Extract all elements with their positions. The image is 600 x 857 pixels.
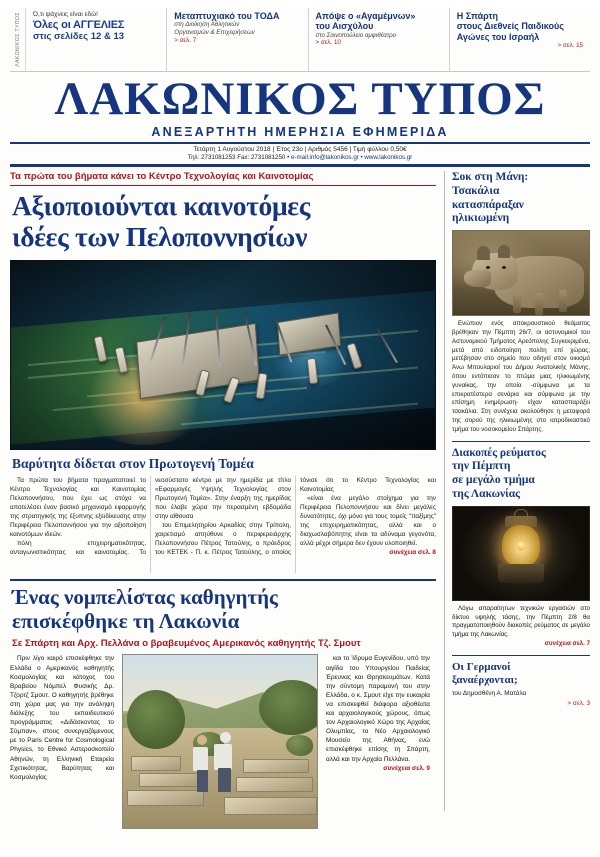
teaser-toda-sub2: Οργανισμών & Επιχειρήσεων	[174, 29, 255, 37]
second-column-1	[10, 654, 114, 829]
second-photo-ruins	[122, 654, 318, 829]
teaser-agamemnon-title-a: Απόψε ο «Αγαμέμνων»	[315, 11, 416, 21]
sidebar-photo-oil-lamp	[452, 506, 590, 601]
lead-paragraph: Τα πρώτα του βήματα πραγματοποιεί το Κέντρο Τεχνολογίας και Καινοτομίας Πελοποννήσου, που έχει ως στόχο να αποτελέσει έναν βασικό μηχανισμό εφαρμογής της στρατηγικής της έξυπνης εξειδίκευσης στην Περιφέρεια Πελοποννήσου για την αξιοποίηση καινοτόμων ιδεών.	[10, 476, 146, 539]
teaser-toda-sub1: στη Διοίκηση Αθλητικών	[174, 21, 240, 29]
teaser-israel-title-c: Αγώνες του Ισραήλ	[456, 31, 540, 42]
second-headline-line1: Ένας νομπελίστας καθηγητής	[12, 584, 278, 609]
teaser-israel-title-b: στους Διεθνείς Παιδικούς	[456, 21, 564, 32]
lead-body-columns	[10, 476, 436, 573]
newspaper-page	[0, 8, 600, 857]
second-continuation-ref[interactable]: συνέχεια σελ. 9	[383, 764, 430, 772]
sidebar-story-2-line3: σε μεγάλο τμήμα	[452, 474, 535, 487]
lead-continuation-ref[interactable]: συνέχεια σελ. 8	[389, 549, 436, 557]
teaser-israel-title-a: Η Σπάρτη	[456, 11, 499, 21]
teaser-israel-games[interactable]	[450, 8, 590, 71]
sidebar-story-2-line1: Διακοπές ρεύματος	[452, 446, 546, 459]
sidebar-caption-text: Λόγω απαραίτητων τεχνικών εργασιών στο δίκτυο υψηλής τάσης, την Πέμπτη 2/8 θα πραγματοποιηθούν διακοπές ρεύματος σε μεγάλο τμήμα της Λακωνίας.	[452, 604, 590, 639]
masthead	[10, 72, 590, 164]
animal-ear	[498, 245, 510, 258]
lead-paragraph: πόλη επιχειρηματικότητας, ανταγωνιστικότητας και καινοτομίας. Το νεοσύστατο κέντρο με την ημερίδα με τίτλο «Εφαρμογές Υψηλής Τεχνολογίας στον Πρωτογενή Τομέα». Στην έναρξη της ημερίδας που έλαβε χώρα την περασμένη εβδομάδα στην αίθουσα	[10, 476, 291, 557]
photo-ruin-stone	[139, 773, 201, 787]
sidebar-story-1-line3: κατασπάραξαν	[452, 198, 524, 211]
photo-person-body	[193, 747, 208, 771]
photo-tree	[127, 690, 185, 749]
sidebar-story-2-ref[interactable]: συνέχεια σελ. 7	[544, 639, 590, 647]
photo-person-legs	[218, 768, 231, 792]
page-title: ΛΑΚΩΝΙΚΟΣ ΤΥΠΟΣ	[54, 73, 546, 125]
sidebar-story-2-line4: της Λακωνίας	[452, 487, 521, 500]
content-grid	[10, 171, 590, 811]
teaser-toda-title: Μεταπτυχιακό του ΤΟΔΑ	[174, 11, 280, 21]
teaser-agamemnon[interactable]	[309, 8, 450, 71]
masthead-rule	[10, 142, 590, 144]
lead-photo-vignette	[11, 261, 435, 449]
photo-ruin-stone	[127, 790, 205, 806]
photo-ruin-stone	[131, 756, 181, 772]
photo-bush	[286, 735, 313, 756]
second-column-2	[326, 654, 430, 829]
top-teaser-strip	[10, 8, 590, 72]
lead-headline	[12, 191, 436, 253]
sidebar-story-2-headline	[452, 447, 590, 502]
teaser-classifieds-line2: Όλες οι ΑΓΓΕΛΙΕΣ	[33, 19, 125, 32]
sidebar-story-2-line2: την Πέμπτη	[452, 460, 511, 473]
teaser-toda[interactable]	[167, 8, 308, 71]
teaser-agamemnon-title-b: του Αισχύλου	[315, 21, 374, 32]
sidebar-story-1-line1: Σοκ στη Μάνη:	[452, 171, 529, 183]
teaser-agamemnon-sub1: στο Σαινοπούλειο αμφιθέατρο	[315, 31, 397, 39]
photo-person-legs	[197, 770, 208, 792]
animal-eye	[502, 266, 506, 269]
second-paragraph: Πριν λίγο καιρό επισκέφθηκε την Ελλάδα ο Αμερικανός καθηγητής Κοσμολογίας και κάτοχος του Βραβείου Νόμπελ Φυσικής Δρ. Τζορτζ Σμουτ. Ο καθηγητής βρέθηκε στη χώρα μας για την ανάληψη διάλεξης του εκπαιδευτικού προγράμματος «Διδάσκοντας το Σύμπαν», στους συνεργαζόμενους με το Paris Centre for Cosmological Physics, το Εθνικό Αστεροσκοπείο Αθηνών, τη Ελληνική Εταιρεία Σχετικότητας, Βαρύτητας και Κοσμολογίας	[10, 655, 114, 781]
second-article-body	[10, 654, 436, 829]
masthead-phone: Τηλ: 2731081253 Fax: 2731081250 •	[187, 154, 290, 161]
sidebar-story-1-line2: Τσακάλια	[452, 184, 500, 197]
spine-label	[10, 8, 26, 71]
section-separator	[10, 579, 436, 581]
teaser-toda-ref[interactable]: > σελ. 7	[174, 36, 197, 44]
teaser-classifieds-line1: Ό,τι ψάχνεις είναι εδώ!	[33, 11, 98, 18]
photo-ruin-stone	[236, 777, 314, 793]
masthead-subtitle: ΑΝΕΞΑΡΤΗΤΗ ΗΜΕΡΗΣΙΑ ΕΦΗΜΕΡΙΔΑ	[151, 125, 449, 139]
photo-ruin-stone	[243, 759, 309, 773]
teaser-israel-ref[interactable]: > σελ. 15	[557, 42, 583, 50]
masthead-issue-line: Τετάρτη 1 Αυγούστου 2018 | Έτος 23ο | Αριθμός 5456 | Τιμή φύλλου 0,50€	[193, 146, 407, 153]
photo-person-head	[220, 732, 231, 743]
sidebar-story-3-line1: Οι Γερμανοί	[452, 660, 511, 673]
second-subheadline: Σε Σπάρτη και Αρχ. Πελλάνα ο βραβευμένος Αμερικανός καθηγητής Τζ. Σμουτ	[12, 638, 361, 650]
sidebar-story-1-headline	[452, 171, 590, 226]
lead-photo-circuit-board	[10, 260, 436, 450]
lead-headline-line1: Αξιοποιούνται καινοτόμες	[12, 190, 311, 221]
sidebar-caption-text: Ενώπιον ενός αποκρουστικού θεάματος βρέθηκαν την Πέμπτη 26/7, οι αστυνομικοί του Αστυνομικού Τμήματος Αρεόπολης Συγκεκριμένα, μετά από ειδοποίηση πολίτη επί χώρας, μετέβησαν στο σημείο που οδηγεί στον οικισμό Άνω Μπουλαριοί του Δήμου Ανατολικής Μάνης, όπου εντόπισαν το πτώμα μιας ηλικιωμένης γυναίκας, την οποία -σύμφωνα με τα επικρατέστερα σενάρια και σύμφωνα με την επίσημη ενημέρωση- είχαν κατασπαράξει τσακάλια. Στη συνέχεια ακολούθησε η μεταφορά της σορού της ηλικιωμένης στο ιατροδικαστικό τμήμα του νοσοκομείου Σπάρτης.	[452, 320, 590, 433]
animal-ear	[477, 246, 489, 259]
sidebar-story-1-caption	[452, 320, 590, 434]
photo-person-head	[197, 735, 207, 745]
sidebar-photo-jackal	[452, 230, 590, 316]
sidebar-story-3-headline	[452, 661, 590, 687]
lead-headline-line2: ιδέες των Πελοποννησίων	[12, 220, 308, 252]
sidebar-story-2-caption	[452, 605, 590, 649]
sidebar-story-1-line4: ηλικιωμένη	[452, 212, 510, 225]
sidebar-story-3-ref[interactable]: > σελ. 3	[567, 700, 590, 708]
sidebar-separator	[452, 655, 590, 656]
photo-tree	[259, 680, 318, 735]
second-paragraph: και το Ίδρυμα Ευγενίδου, υπό την αιγίδα του Υπουργείου Παιδείας Έρευνας και Θρησκευμάτων. Κατά την σύντομη παραμονή του στην Ελλάδα, ο κ. Σμουτ είχε την ευκαιρία να επισκεφθεί διάφορα αξιοθέατα και αρχαιολογικούς χώρους, όπως τον Αρχαιολογικό Χώρο της Αρχαίας Ολυμπίας, το Νέο Αρχαιολογικό Μουσείο της Αθήνας, ενώ επισκέφθηκε επίσης τη Σπάρτη, αλλά και την Αρχαία Πελλάνα.	[326, 655, 430, 763]
masthead-email[interactable]: e-mail:info@lakonikos.gr • www.lakonikos.gr	[290, 154, 413, 161]
spine-text: ΛΑΚΩΝΙΚΟΣ ΤΥΠΟΣ	[14, 12, 21, 67]
photo-person-body	[214, 744, 232, 770]
lead-paragraph: του Επιμελητηρίου Αρκαδίας στην Τρίπολη, χαιρετισμό απηύθυνε ο περιφερειάρχης Πελοποννήσου Πέτρος Τατούλης, ο πρόεδρος του ΚΕΤΕΚ - Π. κ. Πέτρος Τατούλης, ο οποίος τόνισε ότι το Κέντρο Τεχνολογίας και Καινοτομίας	[155, 476, 436, 557]
lamp-flame	[517, 538, 525, 551]
lead-paragraph: «είναι ένα μεγάλο στοίχημα για την Περιφέρεια Πελοποννήσου και δίνει μεγάλες δυνατότητες, όχι μόνο για τους τομείς "παξίμης" της επιχειρηματικότητας, αλλά και ο διαχωσλαβόπητης είναι τα αδύναμα γεγονότα, αλλά μέχρι σήμερα δεν έχουν υλοποιηθεί.	[300, 494, 436, 548]
lamp-base	[498, 564, 544, 583]
second-headline	[12, 586, 436, 634]
animal-leg	[559, 290, 567, 312]
teaser-classifieds[interactable]	[26, 8, 167, 71]
photo-ruin-stone	[224, 797, 317, 814]
sidebar-story-3-line2: ξαναέρχονται;	[452, 673, 518, 686]
masthead-contact-line	[10, 154, 590, 164]
sidebar-story-3-byline: του Δημοσθένη Α. Ματάλα	[452, 690, 527, 698]
lead-kicker: Τα πρώτα του βήματα κάνει το Κέντρο Τεχνολογίας και Καινοτομίας	[10, 171, 436, 186]
sidebar-separator	[452, 441, 590, 442]
animal-leg	[535, 293, 543, 315]
masthead-bottom-rule	[10, 164, 590, 167]
sidebar-column	[445, 171, 590, 811]
animal-snout	[464, 270, 491, 287]
main-column	[10, 171, 445, 811]
teaser-agamemnon-ref[interactable]: > σελ. 10	[315, 39, 341, 47]
teaser-classifieds-line3: στις σελίδες 12 & 13	[33, 31, 125, 43]
second-headline-line2: επισκέφθηκε τη Λακωνία	[12, 608, 240, 633]
animal-leg	[513, 292, 521, 314]
lead-subheadline: Βαρύτητα δίδεται στον Πρωτογενή Τομέα	[12, 455, 254, 471]
